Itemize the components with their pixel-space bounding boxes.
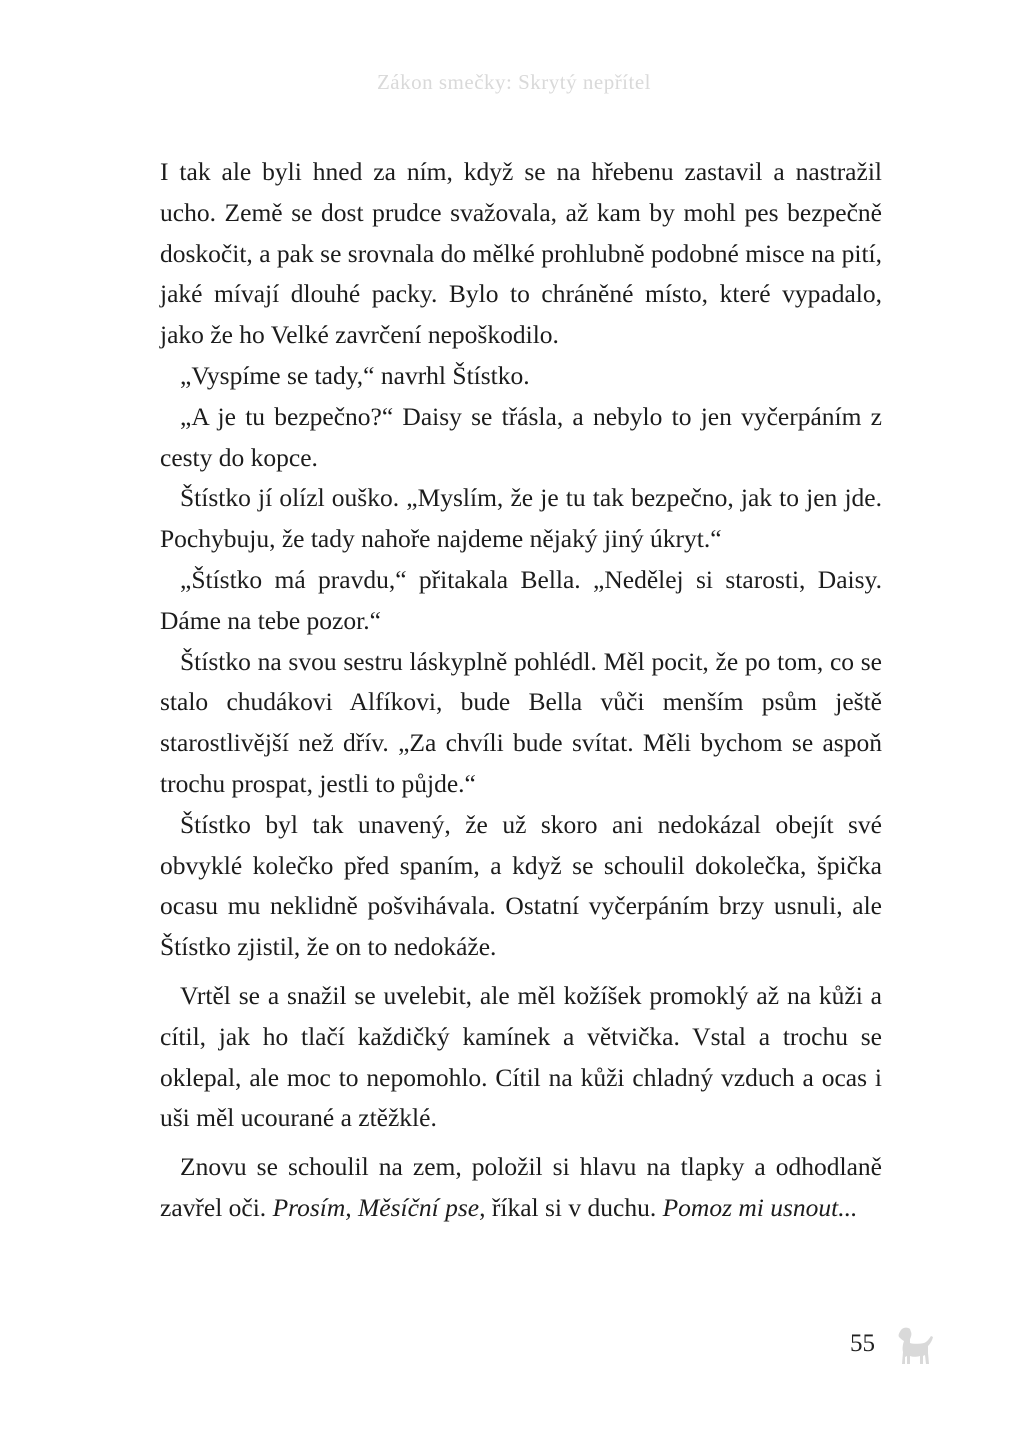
text-run: říkal si v duchu.	[485, 1192, 663, 1222]
paragraph: „Štístko má pravdu,“ přitakala Bella. „Nedělej si starosti, Daisy. Dáme na tebe pozor.“	[160, 564, 882, 635]
paragraph-last	[160, 1147, 882, 1229]
body-text	[160, 152, 882, 1229]
paragraph: I tak ale byli hned za ním, když se na hřebenu zastavil a nastražil ucho. Země se dost prudce svažovala, až kam by mohl pes bezpečně doskočit, a pak se srovnala do mělké prohlubně podobné misce na pití, jaké mívají dlouhé packy. Bylo to chráněné místo, které vypadalo, jako že ho Velké zavrčení nepoškodilo.	[160, 157, 882, 350]
paragraph: Štístko jí olízl ouško. „Myslím, že je tu tak bezpečno, jak to jen jde. Pochybuju, že tady nahoře najdeme nějaký jiný úkryt.“	[160, 483, 882, 554]
dog-silhouette-icon	[895, 1326, 935, 1370]
italic-thought: Prosím, Měsíční pse,	[272, 1192, 486, 1222]
text-run: Znovu se schoulil na zem, položil si hlavu na tlapky a odhodlaně zavřel oči.	[160, 1152, 882, 1222]
paragraph: Štístko byl tak unavený, že už skoro ani nedokázal obejít své obvyklé kolečko před spaním, a když se schoulil dokolečka, špička ocasu mu neklidně pošvihávala. Ostatní vyčerpáním brzy usnuli, ale Štístko zjistil, že on to nedokáže.	[160, 809, 882, 962]
italic-thought: Pomoz mi usnout...	[662, 1192, 858, 1222]
running-header: Zákon smečky: Skrytý nepřítel	[376, 70, 652, 94]
paragraph: Štístko na svou sestru láskyplně pohlédl. Měl pocit, že po tom, co se stalo chudákovi Alfíkovi, bude Bella vůči menším psům ještě starostlivější než dřív. „Za chvíli bude svítat. Měli bychom se aspoň trochu prospat, jestli to půjde.“	[160, 646, 882, 798]
paragraph: „Vyspíme se tady,“ navrhl Štístko.	[180, 360, 530, 390]
paragraph: „A je tu bezpečno?“ Daisy se třásla, a nebylo to jen vyčerpáním z cesty do kopce.	[160, 401, 882, 472]
paragraph: Vrtěl se a snažil se uvelebit, ale měl kožíšek promoklý až na kůži a cítil, jak ho tlačí každičký kamínek a větvička. Vstal a trochu se oklepal, ale moc to nepomohlo. Cítil na kůži chladný vzduch a ocas i uši měl ucourané a ztěžklé.	[160, 980, 882, 1133]
page-number: 55	[850, 1330, 875, 1357]
